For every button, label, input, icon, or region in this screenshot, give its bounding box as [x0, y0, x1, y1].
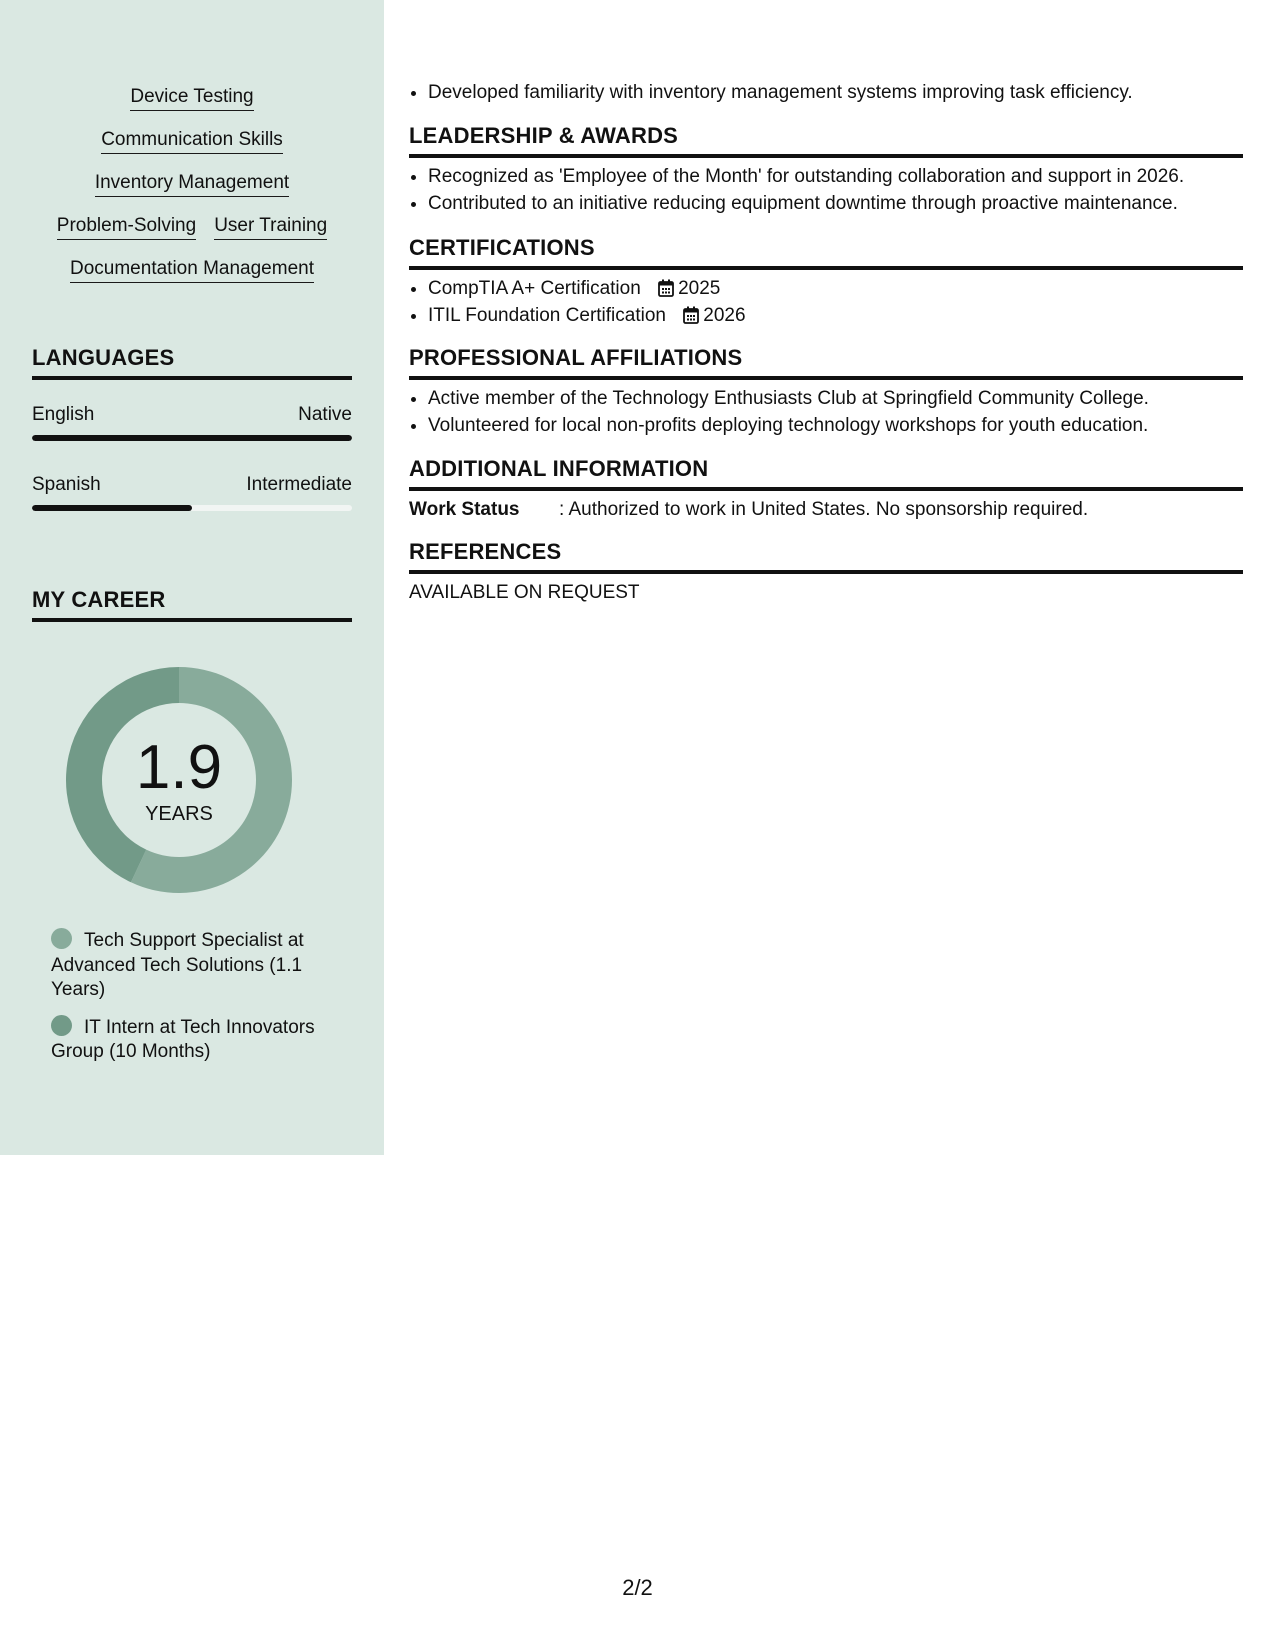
experience-continuation: [409, 79, 1243, 106]
skill-tag: Problem-Solving: [57, 215, 196, 240]
career-legend: [51, 928, 331, 1077]
languages-heading: LANGUAGES: [32, 345, 352, 380]
career-total-years: 1.9: [135, 733, 223, 802]
language-proficiency-bar: [32, 435, 352, 441]
skill-tag: Documentation Management: [32, 258, 352, 283]
additional-info-section: [409, 498, 1243, 522]
list-item: • Active member of the Technology Enthusiasts Club at Springfield Community College.: [428, 385, 1243, 412]
career-total-unit: YEARS: [145, 803, 213, 825]
list-item: • Recognized as 'Employee of the Month' for outstanding collaboration and support in 2026.: [428, 163, 1243, 190]
certification-date: [683, 305, 745, 326]
leadership-heading: LEADERSHIP & AWARDS: [409, 123, 1243, 158]
career-legend-item: IT Intern at Tech Innovators Group (10 Months): [51, 1016, 315, 1062]
legend-dot-icon: [51, 928, 72, 949]
legend-dot-icon: [51, 1015, 72, 1036]
references-text: AVAILABLE ON REQUEST: [409, 582, 640, 603]
language-level: Native: [298, 404, 352, 425]
references-section: [409, 581, 1243, 605]
affiliations-section: [409, 385, 1243, 439]
work-status-value: : Authorized to work in United States. No sponsorship required.: [559, 499, 1089, 520]
skill-tag: Inventory Management: [32, 172, 352, 197]
skills-list: [32, 86, 352, 283]
skill-tag: User Training: [214, 215, 327, 240]
certification-date: [658, 278, 720, 299]
career-heading: MY CAREER: [32, 587, 352, 622]
certification-name: CompTIA A+ Certification: [428, 278, 641, 299]
page-number: 2/2: [622, 1575, 653, 1600]
language-spanish: [32, 474, 352, 511]
sidebar: [0, 0, 384, 1155]
certification-name: ITIL Foundation Certification: [428, 305, 666, 326]
language-proficiency-fill: [32, 505, 192, 511]
language-proficiency-fill: [32, 435, 352, 441]
list-item: • Contributed to an initiative reducing equipment downtime through proactive maintenance.: [428, 190, 1243, 217]
list-item: • Volunteered for local non-profits deploying technology workshops for youth education.: [428, 412, 1243, 439]
list-item: • Developed familiarity with inventory management systems improving task efficiency.: [428, 79, 1243, 106]
career-legend-item: Tech Support Specialist at Advanced Tech Solutions (1.1 Years): [51, 930, 304, 1000]
donut-center: [66, 667, 292, 893]
additional-info-heading: ADDITIONAL INFORMATION: [409, 456, 1243, 491]
certifications-heading: CERTIFICATIONS: [409, 235, 1243, 270]
language-english: [32, 404, 352, 441]
leadership-section: [409, 163, 1243, 217]
language-level: Intermediate: [246, 474, 352, 495]
language-name: English: [32, 404, 95, 425]
work-status-label: Work Status: [409, 499, 520, 520]
calendar-icon: [683, 306, 699, 324]
certification-year: 2025: [678, 278, 721, 299]
skill-tag: Communication Skills: [32, 129, 352, 154]
career-donut-chart: [66, 667, 292, 893]
affiliations-heading: PROFESSIONAL AFFILIATIONS: [409, 345, 1243, 380]
certification-year: 2026: [703, 305, 746, 326]
list-item: [428, 302, 1243, 329]
language-name: Spanish: [32, 474, 101, 495]
list-item: [428, 275, 1243, 302]
work-status-row: [409, 498, 1243, 522]
certifications-section: [409, 275, 1243, 329]
skill-tag: Device Testing: [32, 86, 352, 111]
calendar-icon: [658, 279, 674, 297]
language-proficiency-bar: [32, 505, 352, 511]
references-heading: REFERENCES: [409, 539, 1243, 574]
